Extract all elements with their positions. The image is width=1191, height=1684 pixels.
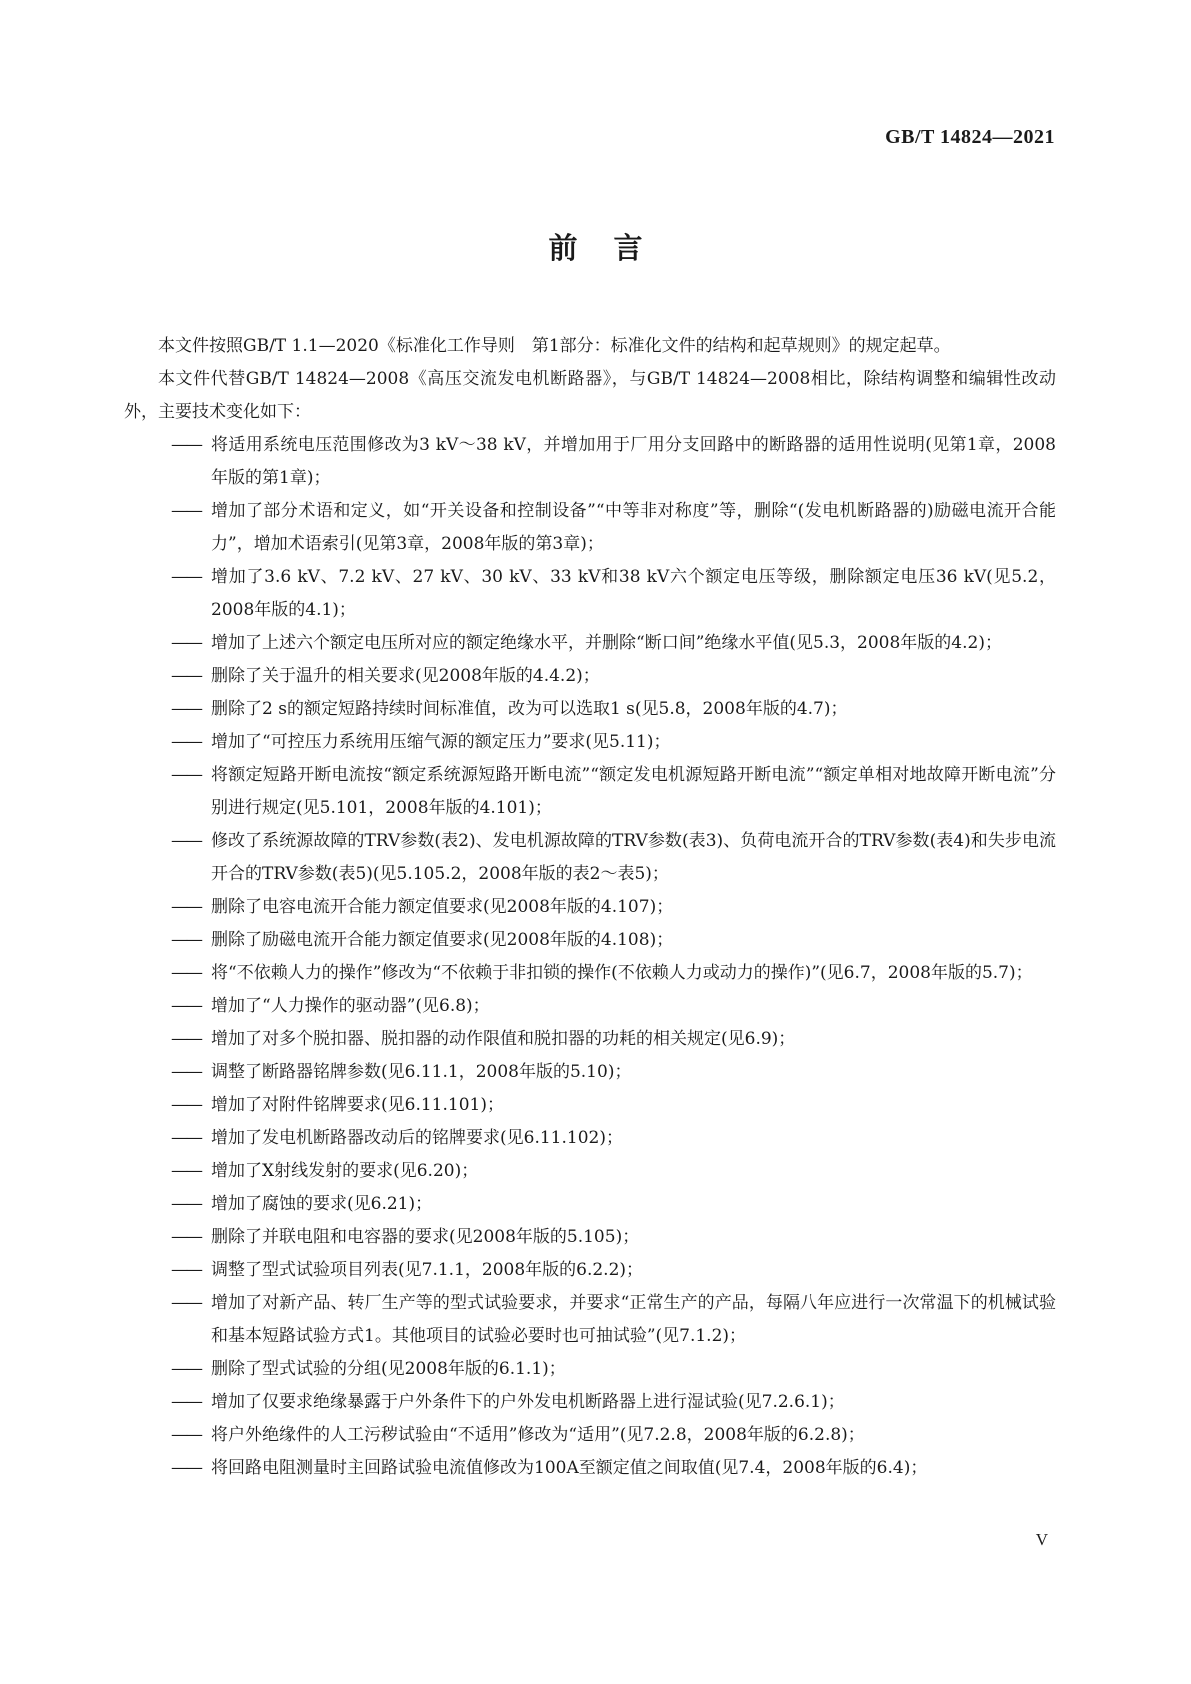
replacement-paragraph: 本文件代替GB/T 14824—2008《高压交流发电机断路器》，与GB/T 14824—2008相比，除结构调整和编辑性改动外，主要技术变化如下：: [124, 369, 1056, 422]
list-item-text: 增加了“人力操作的驱动器”(见6.8)；: [211, 996, 490, 1016]
list-dash: ——: [171, 1227, 201, 1247]
list-dash: ——: [171, 765, 201, 785]
list-item: [124, 627, 1056, 660]
list-item: [124, 1056, 1056, 1089]
standard-code: GB/T 14824—2021: [885, 126, 1055, 148]
list-item-text: 调整了断路器铭牌参数(见6.11.1，2008年版的5.10)；: [211, 1062, 632, 1082]
list-dash: ——: [171, 1194, 201, 1214]
list-item: [124, 1155, 1056, 1188]
list-item: [124, 891, 1056, 924]
list-dash: ——: [171, 666, 201, 686]
list-item: [124, 1353, 1056, 1386]
page-title: 前言: [548, 231, 679, 265]
list-dash: ——: [171, 1392, 201, 1412]
list-item-text: 删除了2 s的额定短路持续时间标准值，改为可以选取1 s(见5.8，2008年版的4.7)；: [211, 699, 848, 719]
page-number: V: [1035, 1530, 1048, 1549]
list-item-text: 增加了X射线发射的要求(见6.20)；: [211, 1161, 479, 1181]
changes-list: [124, 429, 1056, 1485]
list-item-text: 调整了型式试验项目列表(见7.1.1，2008年版的6.2.2)；: [211, 1260, 644, 1280]
list-dash: ——: [171, 633, 201, 653]
list-dash: ——: [171, 1029, 201, 1049]
list-item: [124, 495, 1056, 561]
list-item-text: 增加了部分术语和定义，如“开关设备和控制设备”“中等非对称度”等，删除“(发电机断路器的)励磁电流开合能力”，增加术语索引(见第3章，2008年版的第3章)；: [211, 501, 1056, 554]
list-item: [124, 1386, 1056, 1419]
list-dash: ——: [171, 963, 201, 983]
list-dash: ——: [171, 567, 201, 587]
list-dash: ——: [171, 699, 201, 719]
list-item-text: 删除了关于温升的相关要求(见2008年版的4.4.2)；: [211, 666, 600, 686]
list-item: [124, 825, 1056, 891]
list-item-text: 增加了腐蚀的要求(见6.21)；: [211, 1194, 433, 1214]
list-item: [124, 1452, 1056, 1485]
list-item: [124, 429, 1056, 495]
list-item-text: 增加了仅要求绝缘暴露于户外条件下的户外发电机断路器上进行湿试验(见7.2.6.1)；: [211, 1392, 845, 1412]
list-dash: ——: [171, 1062, 201, 1082]
list-item-text: 将额定短路开断电流按“额定系统源短路开断电流”“额定发电机源短路开断电流”“额定单相对地故障开断电流”分别进行规定(见5.101，2008年版的4.101)；: [211, 765, 1056, 818]
list-dash: ——: [171, 930, 201, 950]
list-item: [124, 660, 1056, 693]
list-item-text: 增加了对新产品、转厂生产等的型式试验要求，并要求“正常生产的产品，每隔八年应进行一次常温下的机械试验和基本短路试验方式1。其他项目的试验必要时也可抽试验”(见7.1.2)；: [211, 1293, 1056, 1346]
list-dash: ——: [171, 435, 201, 455]
list-dash: ——: [171, 1359, 201, 1379]
list-item-text: 增加了对多个脱扣器、脱扣器的动作限值和脱扣器的功耗的相关规定(见6.9)；: [211, 1029, 796, 1049]
list-dash: ——: [171, 1458, 201, 1478]
list-item: [124, 990, 1056, 1023]
list-item-text: 删除了并联电阻和电容器的要求(见2008年版的5.105)；: [211, 1227, 640, 1247]
list-item-text: 删除了励磁电流开合能力额定值要求(见2008年版的4.108)；: [211, 930, 674, 950]
list-dash: ——: [171, 1095, 201, 1115]
list-item: [124, 1023, 1056, 1056]
list-item: [124, 693, 1056, 726]
list-dash: ——: [171, 732, 201, 752]
list-item-text: 增加了3.6 kV、7.2 kV、27 kV、30 kV、33 kV和38 kV六个额定电压等级，删除额定电压36 kV(见5.2，2008年版的4.1)；: [211, 567, 1056, 620]
list-dash: ——: [171, 1425, 201, 1445]
list-item: [124, 924, 1056, 957]
list-item-text: 修改了系统源故障的TRV参数(表2)、发电机源故障的TRV参数(表3)、负荷电流开合的TRV参数(表4)和失步电流开合的TRV参数(表5)(见5.105.2，2008年版的表2～表5)；: [211, 831, 1056, 884]
list-item-text: 将回路电阻测量时主回路试验电流值修改为100A至额定值之间取值(见7.4，2008年版的6.4)；: [211, 1458, 928, 1478]
list-dash: ——: [171, 897, 201, 917]
list-item-text: 增加了对附件铭牌要求(见6.11.101)；: [211, 1095, 504, 1115]
list-dash: ——: [171, 1293, 201, 1313]
list-dash: ——: [171, 501, 201, 521]
list-dash: ——: [171, 1161, 201, 1181]
list-item: [124, 1221, 1056, 1254]
list-item-text: 增加了上述六个额定电压所对应的额定绝缘水平，并删除“断口间”绝缘水平值(见5.3，2008年版的4.2)；: [211, 633, 1002, 653]
list-item-text: 将“不依赖人力的操作”修改为“不依赖于非扣锁的操作(不依赖人力或动力的操作)”(见6.7，2008年版的5.7)；: [211, 963, 1033, 983]
list-item: [124, 1254, 1056, 1287]
list-item: [124, 1419, 1056, 1452]
intro-paragraph: 本文件按照GB/T 1.1—2020《标准化工作导则 第1部分：标准化文件的结构和起草规则》的规定起草。: [158, 336, 951, 356]
list-item: [124, 1089, 1056, 1122]
list-dash: ——: [171, 831, 201, 851]
list-dash: ——: [171, 1128, 201, 1148]
list-item-text: 将适用系统电压范围修改为3 kV～38 kV，并增加用于厂用分支回路中的断路器的适用性说明(见第1章，2008年版的第1章)；: [211, 435, 1056, 488]
list-item: [124, 726, 1056, 759]
list-item-text: 增加了发电机断路器改动后的铭牌要求(见6.11.102)；: [211, 1128, 623, 1148]
list-item: [124, 1122, 1056, 1155]
list-item-text: 增加了“可控压力系统用压缩气源的额定压力”要求(见5.11)；: [211, 732, 671, 752]
list-item-text: 删除了型式试验的分组(见2008年版的6.1.1)；: [211, 1359, 566, 1379]
list-item: [124, 561, 1056, 627]
document-body: [124, 330, 1056, 1485]
list-item-text: 删除了电容电流开合能力额定值要求(见2008年版的4.107)；: [211, 897, 674, 917]
list-item: [124, 1188, 1056, 1221]
list-item-text: 将户外绝缘件的人工污秽试验由“不适用”修改为“适用”(见7.2.8，2008年版的6.2.8)；: [211, 1425, 865, 1445]
list-dash: ——: [171, 996, 201, 1016]
list-item: [124, 1287, 1056, 1353]
list-dash: ——: [171, 1260, 201, 1280]
list-item: [124, 957, 1056, 990]
list-item: [124, 759, 1056, 825]
